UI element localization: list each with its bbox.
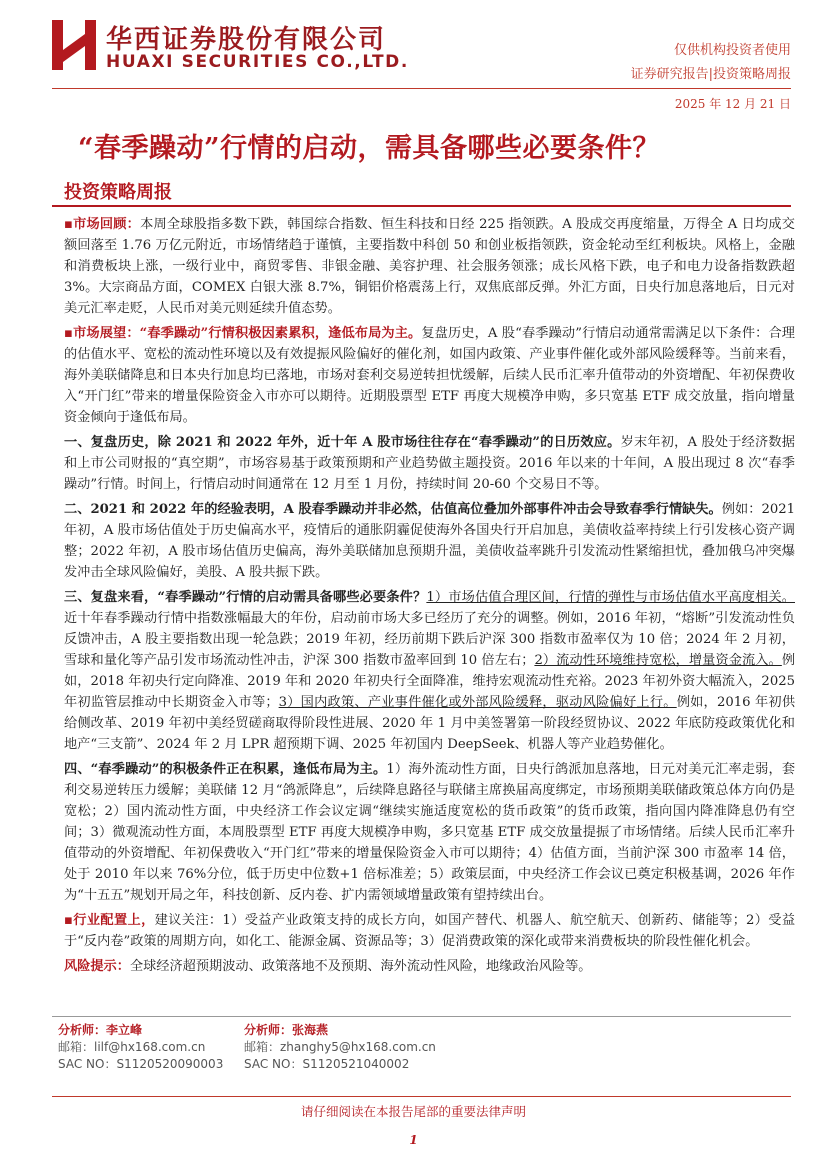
analyst-card <box>58 1022 223 1073</box>
paragraph-text: 建议关注：1）受益产业政策支持的成长方向，如国产替代、机器人、航空航天、创新药、储能等；2）受益于“反内卷”政策的周期方向，如化工、能源金属、资源品等；3）促消费政策的深化或带来消费板块的阶段性催化机会。 <box>64 913 796 949</box>
analyst-card <box>244 1022 436 1073</box>
paragraph-bold: 三、复盘来看，“春季躁动”行情的启动需具备哪些必要条件？ <box>64 590 427 605</box>
paragraph-text: 近十年春季躁动行情中指数涨幅最大的年份，启动前市场大多已经历了充分的调整。例如，2016 年初，“熔断”引发流动性负反馈冲击，A 股主要指数出现一轮急跌；2019 年初，经历前期下跌后沪深 300 指数市盈率仅为 10 倍；2024 年 2 月初，雪球和量化等产品引发市场流动性冲击，沪深 300 指数市盈率回到 10 倍左右； <box>64 611 795 668</box>
section-divider <box>52 205 791 207</box>
paragraph-lead: ▪市场展望：“春季躁动”行情积极因素累积，逢低布局为主。 <box>64 326 422 341</box>
paragraph-lead: ▪市场回顾： <box>64 217 141 232</box>
paragraph-market-outlook <box>64 323 795 428</box>
paragraph-point-2 <box>64 499 795 583</box>
paragraph-bold: 一、复盘历史，除 2021 和 2022 年外，近十年 A 股市场往往存在“春季躁动”的日历效应。 <box>64 435 621 450</box>
page-number: 1 <box>409 1133 418 1147</box>
legal-notice: 请仔细阅读在本报告尾部的重要法律声明 <box>300 1104 526 1119</box>
report-body <box>64 214 795 981</box>
report-date: 2025 年 12 月 21 日 <box>674 97 791 111</box>
paragraph-underline: 3）国内政策、产业事件催化或外部风险缓释，驱动风险偏好上行。 <box>278 695 677 710</box>
report-title: “春季躁动”行情的启动，需具备哪些必要条件？ <box>78 133 661 164</box>
footer-divider <box>52 1096 791 1097</box>
header-divider <box>52 88 791 89</box>
paragraph-text: 例如：2021 年初，A 股市场估值处于历史偏高水平，疫情后的通胀阴霾促使海外各国央行开启加息，美债收益率持续上行引发核心资产调整；2022 年初，A 股市场估值历史偏高，海外美联储加息预期升温，美债收益率跳升引发流动性紧缩担忧，叠加俄乌冲突爆发冲击全球风险偏好，美股、A 股共振下跌。 <box>64 502 796 580</box>
paragraph-text: 1）海外流动性方面，日央行鸽派加息落地，日元对美元汇率走弱，套利交易逆转压力缓解；美联储 12 月“鸽派降息”，后续降息路径与联储主席换届高度绑定，市场预期美联储政策总体方向仍是宽松；2）国内流动性方面，中央经济工作会议定调“继续实施适度宽松的货币政策”的货币政策，指向国内降准降息仍有空间；3）微观流动性方面，本周股票型 ETF 再度大规模净申购，多只宽基 ETF 成交放量提振了市场情绪。后续人民币汇率升值带动的外资增配、年初保费收入“开门红”带来的增量保险资金入市可以期待；4）估值方面，当前沪深 300 市盈率 14 倍，处于 2010 年以来 76%分位，低于历史中位数+1 倍标准差；5）政策层面，中央经济工作会议已奠定积极基调，2026 年作为“十五五”规划开局之年，科技创新、反内卷、扩内需领域增量政策有望持续出台。 <box>64 762 796 903</box>
paragraph-lead: ▪行业配置上， <box>64 913 155 928</box>
company-name-cn: 华西证券股份有限公司 <box>106 25 387 55</box>
report-type: 证券研究报告|投资策略周报 <box>630 67 791 82</box>
paragraph-text: 本周全球股指多数下跌，韩国综合指数、恒生科技和日经 225 指领跌。A 股成交再度缩量，万得全 A 日均成交额回落至 1.76 万亿元附近，市场情绪趋于谨慎，主要指数中科创 50 和创业板指领跌，资金轮动至红利板块。风格上，金融和消费板块上涨，一级行业中，商贸零售、非银金融、美容护理、社会服务领涨；成长风格下跌，电子和电力设备指数跌超 3%。大宗商品方面，COMEX 白银大涨 8.7%，铜铝价格震荡上行，双焦底部反弹。外汇方面，日央行加息落地后，日元对美元汇率走贬，人民币对美元则延续升值态势。 <box>64 217 795 316</box>
paragraph-text: 例如，2016 年初供给侧改革、2019 年初中美经贸磋商取得阶段性进展、2020 年 1 月中美签署第一阶段经贸协议、2022 年底防疫政策优化和地产“三支箭”、2024 年 2 月 LPR 超预期下调、2025 年初国内 DeepSeek、机器人等产业趋势催化。 <box>64 695 796 752</box>
analyst-sac: SAC NO：S1120521040002 <box>244 1057 410 1071</box>
analysts-divider <box>52 1016 791 1017</box>
paragraph-market-review <box>64 214 795 319</box>
paragraph-industry <box>64 910 795 952</box>
paragraph-point-1 <box>64 432 795 495</box>
analyst-email[interactable]: 邮箱：zhanghy5@hx168.com.cn <box>244 1040 436 1054</box>
paragraph-underline: 1）市场估值合理区间，行情的弹性与市场估值水平高度相关。 <box>426 590 795 605</box>
paragraph-bold: 二、2021 和 2022 年的经验表明，A 股春季躁动并非必然，估值高位叠加外部事件冲击会导致春季行情缺失。 <box>64 502 722 517</box>
paragraph-risk <box>64 956 795 977</box>
analyst-name: 分析师：张海燕 <box>244 1023 329 1037</box>
analyst-sac: SAC NO：S1120520090003 <box>58 1057 224 1071</box>
paragraph-point-4 <box>64 759 795 906</box>
company-name-en: HUAXI SECURITIES CO.,LTD. <box>106 52 409 72</box>
paragraph-lead: 风险提示： <box>64 959 130 974</box>
paragraph-underline: 2）流动性环境维持宽松，增量资金流入。 <box>534 653 782 668</box>
paragraph-text: 全球经济超预期波动、政策落地不及预期、海外流动性风险，地缘政治风险等。 <box>129 959 592 974</box>
audience-notice: 仅供机构投资者使用 <box>673 43 791 58</box>
paragraph-text: 复盘历史，A 股“春季躁动”行情启动通常需满足以下条件：合理的估值水平、宽松的流动性环境以及有效提振风险偏好的催化剂，如国内政策、产业事件催化或外部风险缓释等。当前来看，海外美联储降息和日本央行加息均已落地，市场对套利交易逆转担忧缓解，后续人民币汇率升值带动的外资增配、年初保费收入“开门红”带来的增量保险资金入市亦可以期待。近期股票型 ETF 再度大规模净申购，多只宽基 ETF 成交放量，指向增量资金倾向于逢低布局。 <box>64 326 795 425</box>
analyst-email[interactable]: 邮箱：lilf@hx168.com.cn <box>58 1040 206 1054</box>
paragraph-bold: 四、“春季躁动”的积极条件正在积累，逢低布局为主。 <box>64 762 387 777</box>
huaxi-logo-icon <box>52 20 96 70</box>
section-title: 投资策略周报 <box>64 182 172 203</box>
paragraph-point-3 <box>64 587 795 755</box>
analyst-name: 分析师：李立峰 <box>58 1023 143 1037</box>
paragraph-text: 例如，2018 年初央行定向降准、2019 年和 2020 年初央行全面降准，维持宏观流动性充裕。2023 年初外资大幅流入，2025 年初监管层推动中长期资金入市等； <box>64 653 796 710</box>
paragraph-text: 岁末年初，A 股处于经济数据和上市公司财报的“真空期”，市场容易基于政策预期和产业趋势做主题投资。2016 年以来的十年间，A 股出现过 8 次“春季躁动”行情。时间上，行情启动时间通常在 12 月至 1 月份，持续时间 20-60 个交易日不等。 <box>64 435 795 492</box>
